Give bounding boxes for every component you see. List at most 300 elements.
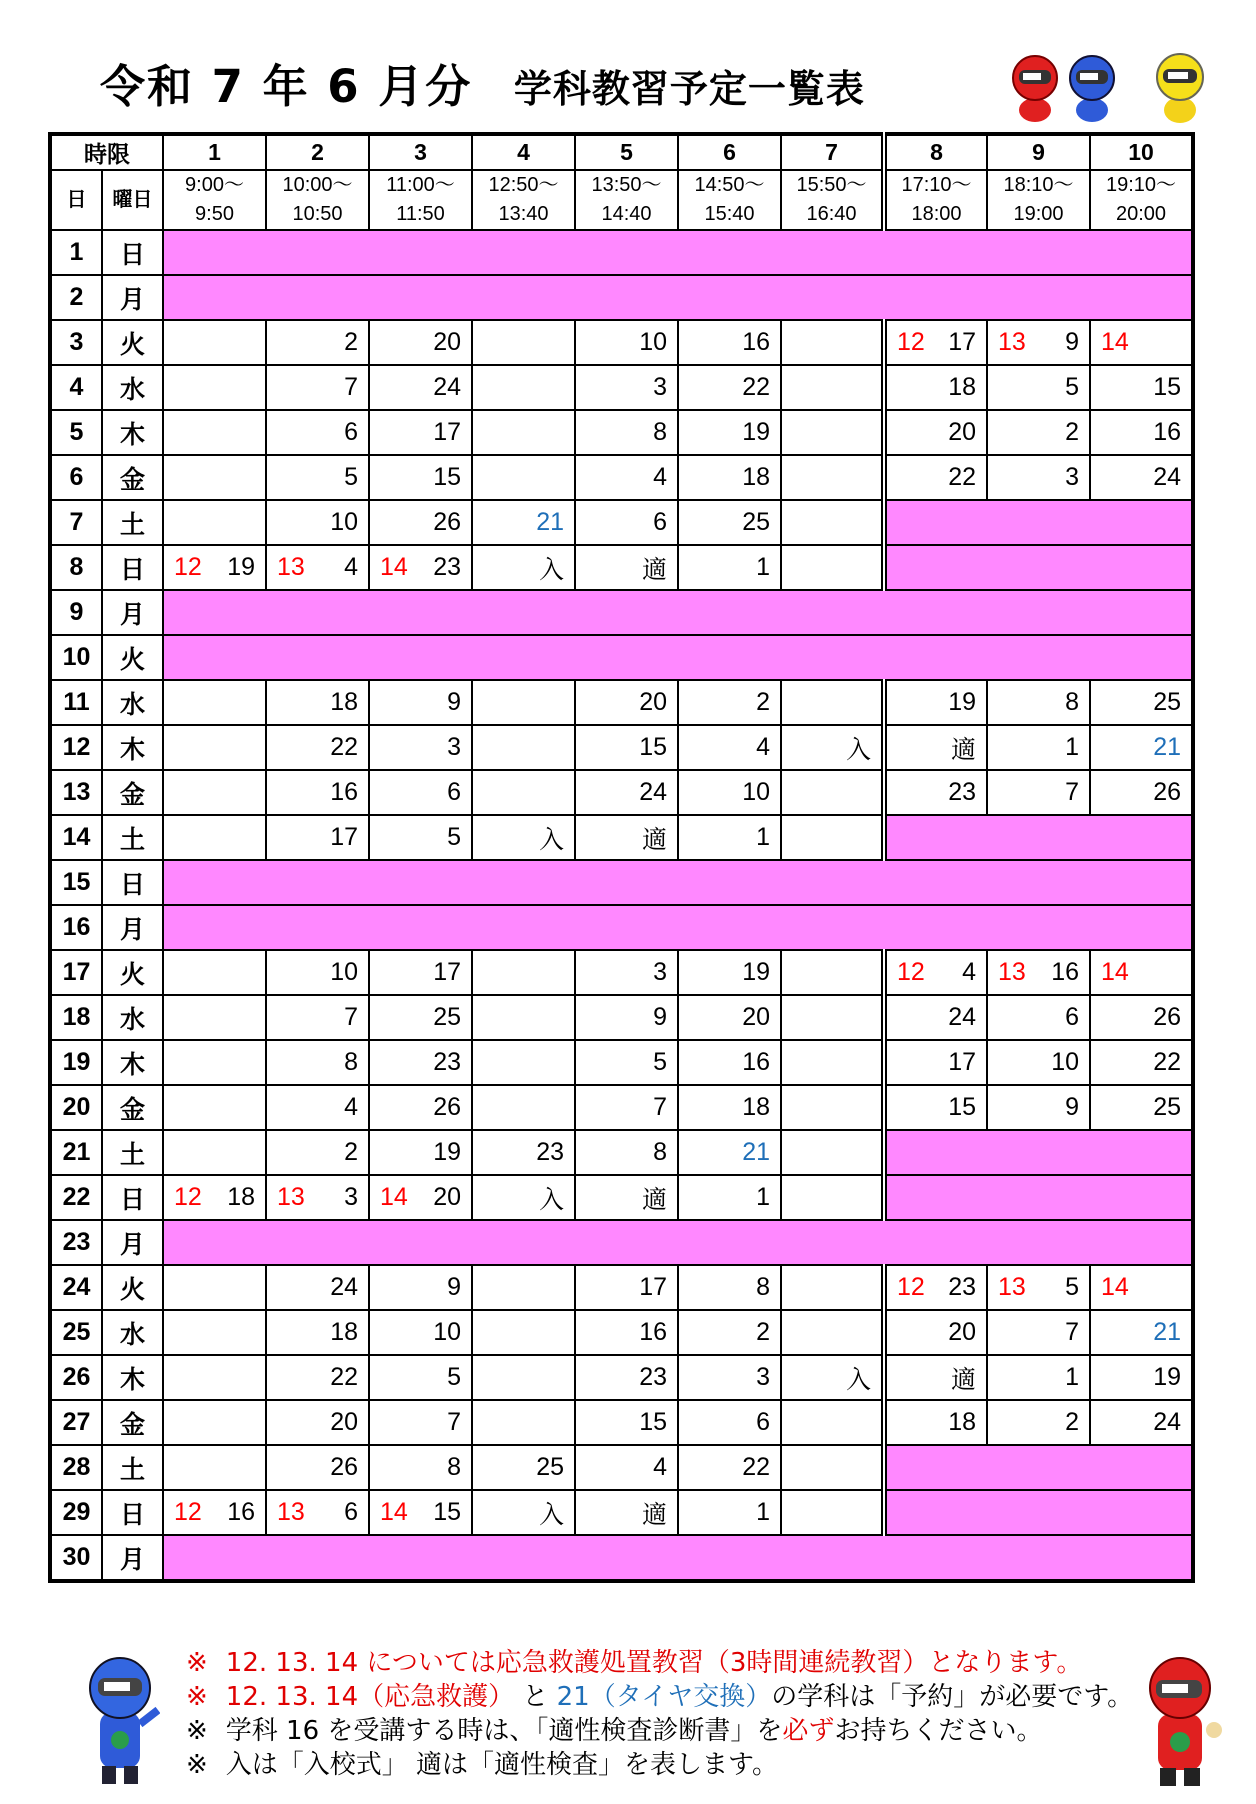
table-row: [50, 680, 1193, 725]
lesson-cell: 入: [472, 1490, 575, 1535]
lesson-cell: 25: [472, 1445, 575, 1490]
table-row: [50, 455, 1193, 500]
title-month: 令和 7 年 6 月分: [100, 60, 473, 113]
lesson-cell: 10: [369, 1310, 472, 1355]
lesson-number: 23: [433, 553, 461, 581]
day-of-week: 水: [102, 995, 163, 1040]
day-of-week: 月: [102, 905, 163, 950]
table-row: [50, 1355, 1193, 1400]
lesson-cell: 2: [678, 1310, 781, 1355]
lesson-cell: 16: [575, 1310, 678, 1355]
day-of-week: 水: [102, 365, 163, 410]
lesson-cell: 9: [369, 1265, 472, 1310]
lesson-cell: [163, 1265, 266, 1310]
lesson-cell: [472, 1265, 575, 1310]
table-row: [50, 500, 1193, 545]
lesson-cell: [781, 545, 884, 590]
mascot-red-runner-icon: [1005, 52, 1065, 124]
lesson-cell: 3: [575, 365, 678, 410]
period-1: 1: [163, 134, 266, 170]
first-aid-marker: 13: [998, 958, 1026, 986]
lesson-cell: 18: [678, 1085, 781, 1130]
lesson-cell: [472, 1400, 575, 1445]
table-row: [50, 1310, 1193, 1355]
lesson-cell: [472, 725, 575, 770]
lesson-cell: 1: [678, 545, 781, 590]
schedule-body: [50, 230, 1193, 1581]
lesson-cell: 8: [575, 410, 678, 455]
lesson-cell: 20: [575, 680, 678, 725]
lesson-cell: 25: [369, 995, 472, 1040]
table-row: [50, 1085, 1193, 1130]
lesson-cell: [163, 725, 266, 770]
table-row: [50, 1265, 1193, 1310]
lesson-cell: [472, 365, 575, 410]
lesson-cell: [1090, 1265, 1193, 1310]
holiday-band: [163, 1220, 1193, 1265]
table-row: [50, 995, 1193, 1040]
day-of-week: 日: [102, 1175, 163, 1220]
first-aid-marker: 12: [174, 1183, 202, 1211]
holiday-band: [884, 1445, 1193, 1490]
lesson-cell: 8: [369, 1445, 472, 1490]
day-number: 27: [50, 1400, 102, 1445]
first-aid-marker: 14: [1101, 1273, 1129, 1301]
day-number: 2: [50, 275, 102, 320]
mascot-blue-runner-icon: [1062, 52, 1122, 124]
lesson-cell: 18: [884, 365, 987, 410]
holiday-band: [163, 635, 1193, 680]
dow-label: 曜日: [102, 170, 163, 230]
lesson-cell: 17: [266, 815, 369, 860]
day-number: 1: [50, 230, 102, 275]
lesson-cell: [266, 545, 369, 590]
lesson-cell: 7: [266, 995, 369, 1040]
lesson-cell: 5: [369, 1355, 472, 1400]
lesson-cell: 2: [987, 1400, 1090, 1445]
day-number: 5: [50, 410, 102, 455]
lesson-cell: [472, 950, 575, 995]
period-label: 時限: [50, 134, 163, 170]
lesson-cell: 15: [884, 1085, 987, 1130]
lesson-cell: 22: [884, 455, 987, 500]
lesson-cell: 23: [884, 770, 987, 815]
day-number: 10: [50, 635, 102, 680]
lesson-cell: 17: [369, 410, 472, 455]
lesson-cell: 26: [369, 1085, 472, 1130]
day-number: 9: [50, 590, 102, 635]
time-3: 11:00～ 11:50: [369, 170, 472, 230]
day-number: 15: [50, 860, 102, 905]
period-2: 2: [266, 134, 369, 170]
lesson-cell: 17: [884, 1040, 987, 1085]
lesson-number: 3: [344, 1183, 358, 1211]
lesson-cell: [884, 950, 987, 995]
table-row: [50, 1040, 1193, 1085]
lesson-cell: 6: [575, 500, 678, 545]
day-of-week: 日: [102, 230, 163, 275]
first-aid-marker: 12: [174, 1498, 202, 1526]
lesson-cell: 20: [884, 1310, 987, 1355]
lesson-cell: 1: [678, 1490, 781, 1535]
lesson-cell: [163, 1175, 266, 1220]
lesson-cell: [163, 1490, 266, 1535]
lesson-cell: 適: [575, 545, 678, 590]
period-5: 5: [575, 134, 678, 170]
period-8: 8: [884, 134, 987, 170]
lesson-cell: 5: [575, 1040, 678, 1085]
table-row: [50, 905, 1193, 950]
lesson-cell: 23: [472, 1130, 575, 1175]
lesson-cell: [987, 950, 1090, 995]
table-row: [50, 1535, 1193, 1581]
lesson-cell: [1090, 320, 1193, 365]
first-aid-marker: 13: [277, 1498, 305, 1526]
day-of-week: 土: [102, 1130, 163, 1175]
lesson-cell: 入: [781, 1355, 884, 1400]
table-row: [50, 365, 1193, 410]
day-number: 24: [50, 1265, 102, 1310]
lesson-cell: [781, 410, 884, 455]
lesson-cell: 8: [987, 680, 1090, 725]
lesson-cell: 適: [575, 815, 678, 860]
period-3: 3: [369, 134, 472, 170]
day-of-week: 水: [102, 1310, 163, 1355]
lesson-cell: [163, 1445, 266, 1490]
lesson-cell: [781, 455, 884, 500]
lesson-cell: 9: [987, 1085, 1090, 1130]
lesson-cell: [781, 500, 884, 545]
note-first-aid: ※ 12. 13. 14 については応急救護処置教習（3時間連続教習）となります。: [186, 1648, 1083, 1678]
period-7: 7: [781, 134, 884, 170]
table-row: [50, 545, 1193, 590]
holiday-band: [163, 275, 1193, 320]
table-row: [50, 1130, 1193, 1175]
lesson-cell: [781, 815, 884, 860]
lesson-cell: 7: [575, 1085, 678, 1130]
tire-lesson-number: 21: [1153, 733, 1181, 761]
lesson-cell: 3: [987, 455, 1090, 500]
lesson-cell: 16: [266, 770, 369, 815]
lesson-cell: 25: [1090, 680, 1193, 725]
lesson-cell: 7: [987, 770, 1090, 815]
tire-lesson-number: 21: [1153, 1318, 1181, 1346]
title-schedule: 学科教習予定一覧表: [513, 67, 865, 111]
lesson-cell: [781, 1175, 884, 1220]
lesson-cell: 適: [884, 1355, 987, 1400]
time-1: 9:00～ 9:50: [163, 170, 266, 230]
lesson-cell: 19: [678, 410, 781, 455]
day-number: 29: [50, 1490, 102, 1535]
lesson-number: 4: [344, 553, 358, 581]
lesson-cell: [884, 320, 987, 365]
day-of-week: 月: [102, 1220, 163, 1265]
lesson-cell: 7: [266, 365, 369, 410]
lesson-cell: [781, 1445, 884, 1490]
lesson-cell: 6: [678, 1400, 781, 1445]
lesson-cell: 26: [1090, 770, 1193, 815]
lesson-cell: 10: [575, 320, 678, 365]
first-aid-marker: 13: [998, 1273, 1026, 1301]
lesson-cell: [987, 1265, 1090, 1310]
lesson-cell: 5: [369, 815, 472, 860]
lesson-cell: 24: [1090, 1400, 1193, 1445]
lesson-cell: [472, 770, 575, 815]
lesson-cell: [369, 1175, 472, 1220]
lesson-cell: 1: [987, 1355, 1090, 1400]
first-aid-marker: 14: [1101, 958, 1129, 986]
lesson-cell: 25: [678, 500, 781, 545]
lesson-cell: 24: [884, 995, 987, 1040]
first-aid-marker: 13: [277, 553, 305, 581]
note-legend: ※ 入は「入校式」 適は「適性検査」を表します。: [186, 1750, 778, 1780]
lesson-cell: 18: [266, 1310, 369, 1355]
day-label: 日: [50, 170, 102, 230]
time-7: 15:50～ 16:40: [781, 170, 884, 230]
day-number: 6: [50, 455, 102, 500]
period-10: 10: [1090, 134, 1193, 170]
table-row: [50, 1445, 1193, 1490]
lesson-cell: [1090, 725, 1193, 770]
day-number: 17: [50, 950, 102, 995]
lesson-cell: 22: [678, 365, 781, 410]
day-of-week: 日: [102, 545, 163, 590]
day-number: 18: [50, 995, 102, 1040]
lesson-cell: 24: [575, 770, 678, 815]
period-9: 9: [987, 134, 1090, 170]
lesson-cell: [781, 950, 884, 995]
lesson-cell: 26: [369, 500, 472, 545]
lesson-cell: 1: [987, 725, 1090, 770]
lesson-cell: [472, 1355, 575, 1400]
lesson-cell: 20: [369, 320, 472, 365]
lesson-cell: [781, 1310, 884, 1355]
holiday-band: [884, 500, 1193, 545]
lesson-cell: [266, 1175, 369, 1220]
table-row: [50, 635, 1193, 680]
lesson-cell: 1: [678, 815, 781, 860]
first-aid-marker: 12: [897, 328, 925, 356]
lesson-cell: 23: [575, 1355, 678, 1400]
lesson-cell: 19: [1090, 1355, 1193, 1400]
lesson-cell: [163, 950, 266, 995]
lesson-cell: [472, 1040, 575, 1085]
lesson-cell: 24: [1090, 455, 1193, 500]
lesson-cell: 17: [369, 950, 472, 995]
lesson-cell: 23: [369, 1040, 472, 1085]
lesson-cell: 19: [678, 950, 781, 995]
lesson-cell: 10: [266, 950, 369, 995]
day-of-week: 土: [102, 500, 163, 545]
lesson-cell: 5: [987, 365, 1090, 410]
day-of-week: 月: [102, 1535, 163, 1581]
lesson-cell: [781, 1040, 884, 1085]
tire-lesson-number: 21: [742, 1138, 770, 1166]
lesson-cell: 15: [1090, 365, 1193, 410]
lesson-cell: [266, 1490, 369, 1535]
lesson-cell: 10: [678, 770, 781, 815]
time-10: 19:10～ 20:00: [1090, 170, 1193, 230]
lesson-cell: 18: [266, 680, 369, 725]
lesson-cell: [781, 365, 884, 410]
time-4: 12:50～ 13:40: [472, 170, 575, 230]
lesson-cell: 3: [678, 1355, 781, 1400]
day-of-week: 月: [102, 590, 163, 635]
time-2: 10:00～ 10:50: [266, 170, 369, 230]
lesson-number: 6: [344, 1498, 358, 1526]
notes: [186, 1646, 1133, 1782]
first-aid-marker: 13: [277, 1183, 305, 1211]
first-aid-marker: 14: [380, 553, 408, 581]
day-of-week: 木: [102, 725, 163, 770]
time-6: 14:50～ 15:40: [678, 170, 781, 230]
holiday-band: [163, 230, 1193, 275]
lesson-cell: [369, 1490, 472, 1535]
lesson-cell: [369, 545, 472, 590]
lesson-number: 16: [1051, 958, 1079, 986]
table-row: [50, 815, 1193, 860]
lesson-cell: [163, 815, 266, 860]
lesson-number: 17: [948, 328, 976, 356]
lesson-cell: 22: [266, 1355, 369, 1400]
table-row: [50, 1175, 1193, 1220]
lesson-cell: 22: [266, 725, 369, 770]
table-row: [50, 1220, 1193, 1265]
lesson-cell: 22: [1090, 1040, 1193, 1085]
lesson-cell: 15: [369, 455, 472, 500]
lesson-cell: [163, 1085, 266, 1130]
lesson-cell: [781, 770, 884, 815]
lesson-cell: [163, 1130, 266, 1175]
lesson-cell: [678, 1130, 781, 1175]
lesson-cell: 4: [266, 1085, 369, 1130]
lesson-cell: 入: [472, 1175, 575, 1220]
lesson-cell: [163, 770, 266, 815]
day-of-week: 木: [102, 1040, 163, 1085]
holiday-band: [884, 1175, 1193, 1220]
lesson-number: 5: [1065, 1273, 1079, 1301]
lesson-cell: [472, 680, 575, 725]
mascot-red-thumbsup-icon: [1138, 1650, 1224, 1790]
table-row: [50, 860, 1193, 905]
period-header-row: [50, 134, 1193, 170]
day-of-week: 水: [102, 680, 163, 725]
day-number: 22: [50, 1175, 102, 1220]
lesson-cell: [781, 680, 884, 725]
time-8: 17:10～ 18:00: [884, 170, 987, 230]
lesson-cell: [163, 545, 266, 590]
lesson-cell: [163, 320, 266, 365]
day-number: 21: [50, 1130, 102, 1175]
lesson-cell: [781, 320, 884, 365]
lesson-cell: [163, 1355, 266, 1400]
lesson-cell: 入: [781, 725, 884, 770]
mascot-yellow-runner-icon: [1150, 50, 1212, 126]
day-of-week: 日: [102, 1490, 163, 1535]
day-number: 14: [50, 815, 102, 860]
day-number: 8: [50, 545, 102, 590]
period-4: 4: [472, 134, 575, 170]
table-row: [50, 230, 1193, 275]
lesson-cell: 入: [472, 815, 575, 860]
lesson-cell: 26: [1090, 995, 1193, 1040]
table-row: [50, 320, 1193, 365]
lesson-cell: [884, 1265, 987, 1310]
lesson-cell: [163, 455, 266, 500]
first-aid-marker: 13: [998, 328, 1026, 356]
holiday-band: [163, 590, 1193, 635]
holiday-band: [884, 545, 1193, 590]
period-6: 6: [678, 134, 781, 170]
lesson-cell: 17: [575, 1265, 678, 1310]
holiday-band: [884, 815, 1193, 860]
lesson-cell: 8: [266, 1040, 369, 1085]
lesson-cell: 2: [987, 410, 1090, 455]
first-aid-marker: 12: [897, 1273, 925, 1301]
day-number: 19: [50, 1040, 102, 1085]
day-number: 4: [50, 365, 102, 410]
lesson-cell: 24: [266, 1265, 369, 1310]
day-of-week: 金: [102, 455, 163, 500]
day-of-week: 土: [102, 1445, 163, 1490]
lesson-cell: 4: [575, 1445, 678, 1490]
day-of-week: 金: [102, 1400, 163, 1445]
day-of-week: 木: [102, 410, 163, 455]
lesson-cell: [781, 1085, 884, 1130]
day-of-week: 日: [102, 860, 163, 905]
lesson-cell: [987, 320, 1090, 365]
lesson-cell: 9: [575, 995, 678, 1040]
schedule-table: [48, 132, 1195, 1583]
day-of-week: 火: [102, 635, 163, 680]
lesson-cell: [472, 455, 575, 500]
lesson-cell: 16: [678, 320, 781, 365]
lesson-cell: 2: [266, 1130, 369, 1175]
lesson-cell: 26: [266, 1445, 369, 1490]
table-row: [50, 1400, 1193, 1445]
lesson-cell: 8: [678, 1265, 781, 1310]
holiday-band: [163, 860, 1193, 905]
day-number: 23: [50, 1220, 102, 1265]
lesson-cell: 3: [575, 950, 678, 995]
time-9: 18:10～ 19:00: [987, 170, 1090, 230]
lesson-cell: 入: [472, 545, 575, 590]
lesson-cell: [781, 1490, 884, 1535]
first-aid-marker: 14: [1101, 328, 1129, 356]
lesson-cell: [1090, 950, 1193, 995]
lesson-number: 18: [227, 1183, 255, 1211]
day-of-week: 火: [102, 1265, 163, 1310]
table-row: [50, 410, 1193, 455]
lesson-cell: [163, 995, 266, 1040]
lesson-cell: 19: [369, 1130, 472, 1175]
lesson-number: 19: [227, 553, 255, 581]
lesson-cell: [472, 410, 575, 455]
lesson-cell: [781, 995, 884, 1040]
lesson-cell: 20: [266, 1400, 369, 1445]
lesson-cell: 3: [369, 725, 472, 770]
lesson-cell: 19: [884, 680, 987, 725]
day-of-week: 金: [102, 1085, 163, 1130]
lesson-cell: [163, 365, 266, 410]
lesson-cell: 22: [678, 1445, 781, 1490]
lesson-number: 15: [433, 1498, 461, 1526]
table-row: [50, 950, 1193, 995]
holiday-band: [163, 905, 1193, 950]
lesson-number: 23: [948, 1273, 976, 1301]
lesson-cell: [163, 500, 266, 545]
note-certificate: ※ 学科 16 を受講する時は、「適性検査診断書」を必ずお持ちください。: [186, 1716, 1043, 1746]
